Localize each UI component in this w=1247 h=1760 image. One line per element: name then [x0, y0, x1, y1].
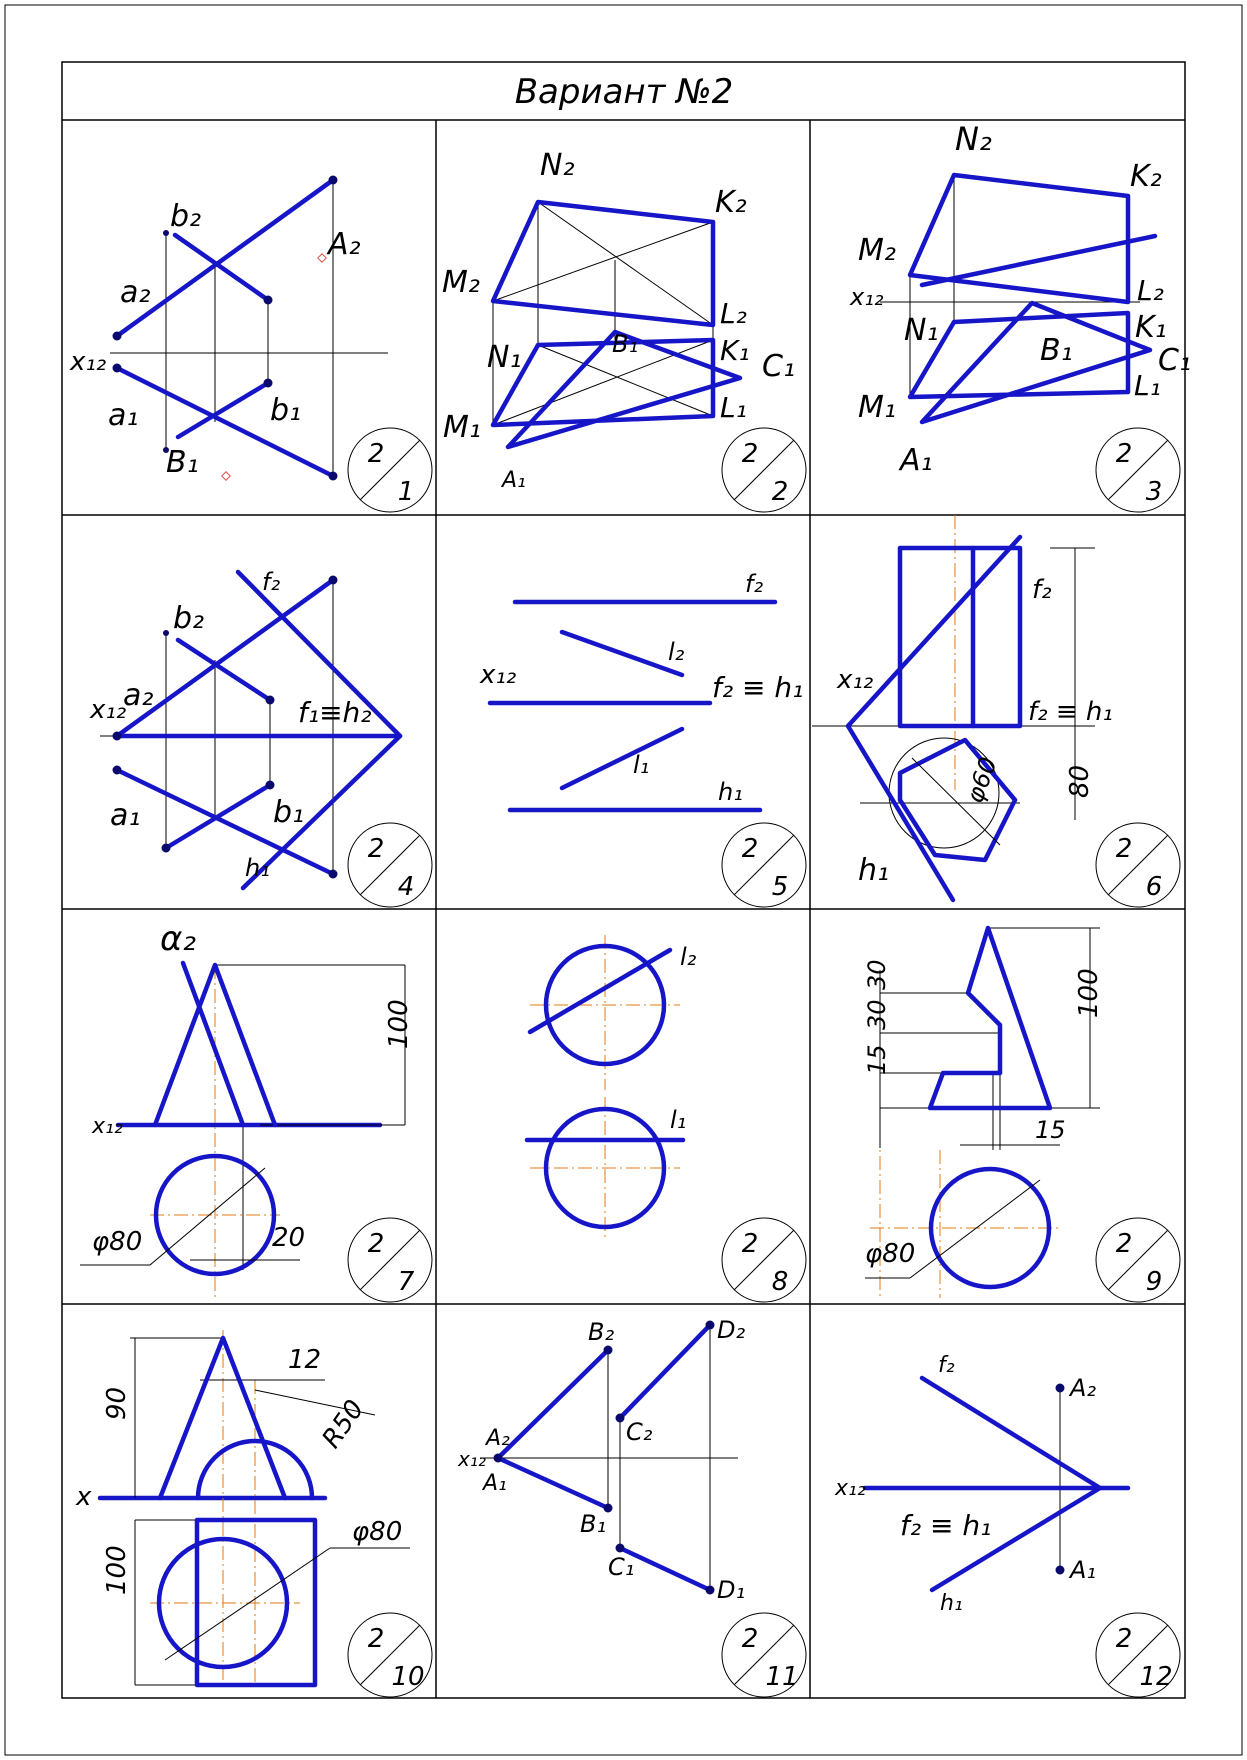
label-A2: A₂ — [328, 227, 361, 262]
label-l1: l₁ — [670, 1106, 687, 1134]
svg-text:8: 8 — [771, 1267, 789, 1297]
svg-text:4: 4 — [397, 872, 415, 902]
svg-text:1: 1 — [397, 477, 415, 507]
svg-text:5: 5 — [771, 872, 789, 902]
cell-10 — [75, 1330, 432, 1697]
plane-MNKL-2 — [493, 202, 713, 325]
label-B1: B₁ — [612, 330, 639, 358]
svg-text:10: 10 — [391, 1662, 425, 1692]
label-M2: M₂ — [858, 233, 896, 268]
label-l1: l₁ — [633, 751, 650, 779]
label-x12: x₁₂ — [70, 347, 107, 377]
label-b2: b₂ — [173, 601, 205, 636]
variant-badge-7 — [348, 1218, 432, 1302]
label-f2h1: f₂ ≡ h₁ — [900, 1509, 992, 1542]
variant-badge-11 — [722, 1613, 806, 1697]
label-C2: C₂ — [626, 1418, 653, 1446]
label-d30b: 30 — [863, 999, 891, 1030]
svg-text:2: 2 — [741, 1624, 759, 1654]
label-d15b: 15 — [1035, 1116, 1066, 1144]
label-N1: N₁ — [904, 313, 939, 348]
label-x12: x₁₂ — [90, 695, 127, 725]
label-l2: l₂ — [668, 638, 685, 666]
label-M1: M₁ — [858, 390, 896, 425]
label-K2: K₂ — [715, 185, 747, 220]
label-K2: K₂ — [1130, 159, 1162, 194]
svg-text:7: 7 — [397, 1267, 415, 1297]
plane-MNKL-1 — [910, 313, 1128, 397]
label-d12: 12 — [288, 1345, 322, 1375]
cone-cut-front — [930, 928, 1050, 1108]
svg-text:2: 2 — [741, 1229, 759, 1259]
plane-alpha2 — [183, 963, 243, 1125]
label-f2: f₂ — [262, 568, 281, 596]
label-D2: D₂ — [717, 1316, 746, 1344]
label-h1: h₁ — [245, 854, 270, 882]
label-a1: a₁ — [108, 398, 139, 433]
label-d15: 15 — [863, 1044, 891, 1075]
label-C1: C₁ — [608, 1553, 635, 1581]
variant-badge-9 — [1096, 1218, 1180, 1302]
label-N2: N₂ — [955, 120, 992, 158]
svg-text:2: 2 — [367, 834, 385, 864]
label-L1: L₁ — [720, 391, 747, 424]
cell-4 — [89, 568, 432, 907]
line-b2 — [178, 640, 270, 700]
svg-text:2: 2 — [1115, 834, 1133, 864]
svg-text:2: 2 — [771, 477, 789, 507]
label-A1: A₁ — [900, 443, 933, 478]
line-AB-1 — [498, 1458, 608, 1508]
cell-8 — [527, 935, 806, 1302]
label-N2: N₂ — [540, 148, 575, 183]
drawing-frame — [62, 62, 1185, 1698]
sheet-title: Вариант №2 — [514, 72, 734, 112]
variant-badge-2 — [722, 428, 806, 512]
label-x12: x₁₂ — [458, 1447, 486, 1471]
page-border — [5, 5, 1242, 1755]
svg-text:2: 2 — [741, 834, 759, 864]
variant-badge-1 — [348, 428, 432, 512]
label-M1: M₁ — [443, 410, 481, 445]
label-x12: x₁₂ — [837, 665, 874, 695]
label-d100: 100 — [102, 1545, 132, 1595]
variant-badge-3 — [1096, 428, 1180, 512]
label-d30a: 30 — [863, 959, 891, 990]
variant-badge-6 — [1096, 823, 1180, 907]
cell-6 — [812, 515, 1180, 907]
label-b1: b₁ — [270, 393, 302, 428]
label-a1: a₁ — [110, 798, 141, 833]
label-l2: l₂ — [680, 943, 697, 971]
label-B1: B₁ — [1040, 333, 1073, 368]
label-f2: f₂ — [745, 570, 764, 598]
label-b2: b₂ — [170, 199, 202, 234]
svg-text:2: 2 — [367, 1229, 385, 1259]
label-x12: x₁₂ — [92, 1114, 123, 1139]
label-N1: N₁ — [487, 340, 522, 375]
label-h1: h₁ — [940, 1591, 963, 1616]
svg-text:2: 2 — [1115, 1624, 1133, 1654]
label-r50: R50 — [316, 1394, 371, 1454]
label-L2: L₂ — [720, 297, 747, 330]
label-f1h2: f₁≡h₂ — [298, 696, 372, 729]
label-d80: φ80 — [352, 1517, 403, 1547]
cell-3 — [849, 120, 1191, 512]
label-d80: 80 — [1065, 764, 1095, 798]
label-f2h1: f₂ ≡ h₁ — [1028, 697, 1113, 727]
label-d90: 90 — [102, 1386, 132, 1420]
svg-text:6: 6 — [1145, 872, 1163, 902]
label-h1: h₁ — [718, 778, 743, 806]
label-K1: K₁ — [720, 334, 750, 367]
line-l2 — [530, 950, 670, 1032]
label-L1: L₁ — [1134, 369, 1161, 402]
line-b1 — [178, 383, 268, 437]
label-f2: f₂ — [938, 1353, 955, 1378]
cell-12 — [834, 1353, 1180, 1697]
label-L2: L₂ — [1137, 274, 1164, 307]
line-f2 — [848, 537, 1020, 726]
line-CD-2 — [620, 1325, 710, 1418]
line-2 — [922, 236, 1155, 285]
svg-text:2: 2 — [367, 439, 385, 469]
label-d100: 100 — [384, 999, 414, 1049]
label-D1: D₁ — [717, 1576, 746, 1604]
cell-7 — [80, 919, 432, 1302]
label-d80: φ80 — [92, 1227, 143, 1257]
variant-badge-5 — [722, 823, 806, 907]
label-d80: φ80 — [865, 1239, 916, 1269]
line-l1 — [562, 729, 682, 788]
variant-badge-12 — [1096, 1613, 1180, 1697]
svg-text:2: 2 — [741, 439, 759, 469]
label-d60: φ60 — [960, 753, 1003, 807]
label-B1: B₁ — [580, 1510, 607, 1538]
label-A2: A₂ — [486, 1426, 510, 1451]
cell-1 — [69, 176, 432, 513]
label-f2: f₂ — [1032, 575, 1052, 605]
label-K1: K₁ — [1135, 310, 1167, 345]
svg-text:2: 2 — [1115, 439, 1133, 469]
label-B1: B₁ — [166, 445, 199, 480]
variant-badge-10 — [348, 1613, 432, 1697]
label-A1: A₁ — [483, 1471, 507, 1496]
variant-badge-8 — [722, 1218, 806, 1302]
label-x12: x₁₂ — [850, 283, 884, 311]
variant-badge-4 — [348, 823, 432, 907]
label-C1: C₁ — [1158, 343, 1191, 378]
label-alpha2: α₂ — [160, 919, 197, 959]
cell-11 — [457, 1316, 806, 1697]
label-x12: x₁₂ — [835, 1476, 866, 1501]
prism-front — [900, 548, 1020, 726]
label-a2: a₂ — [123, 678, 154, 713]
label-A1: A₁ — [502, 468, 526, 493]
svg-text:12: 12 — [1139, 1662, 1173, 1692]
label-a2: a₂ — [120, 275, 151, 310]
cell-9 — [863, 928, 1180, 1302]
label-A1: A₁ — [1070, 1556, 1097, 1584]
svg-text:2: 2 — [1115, 1229, 1133, 1259]
cell-5 — [479, 570, 806, 907]
label-f2h1: f₂ ≡ h₁ — [712, 671, 804, 704]
label-b1: b₁ — [273, 795, 305, 830]
line-l2 — [562, 632, 682, 675]
label-C1: C₁ — [762, 349, 795, 384]
plane-MNKL-2 — [910, 175, 1128, 302]
label-B2: B₂ — [588, 1318, 615, 1346]
label-d20: 20 — [272, 1223, 306, 1253]
label-x12: x₁₂ — [480, 660, 517, 690]
label-A2: A₂ — [1070, 1374, 1097, 1402]
svg-text:2: 2 — [367, 1624, 385, 1654]
svg-text:3: 3 — [1145, 477, 1163, 507]
label-x: x — [76, 1482, 92, 1512]
svg-text:9: 9 — [1145, 1267, 1163, 1297]
label-d100: 100 — [1074, 968, 1104, 1018]
label-h1: h₁ — [858, 853, 890, 888]
svg-text:11: 11 — [765, 1662, 799, 1692]
line-a2 — [117, 180, 333, 336]
line-b2 — [175, 235, 268, 300]
label-M2: M₂ — [442, 265, 480, 300]
cell-2 — [442, 148, 806, 512]
line-AB-2 — [498, 1350, 608, 1458]
